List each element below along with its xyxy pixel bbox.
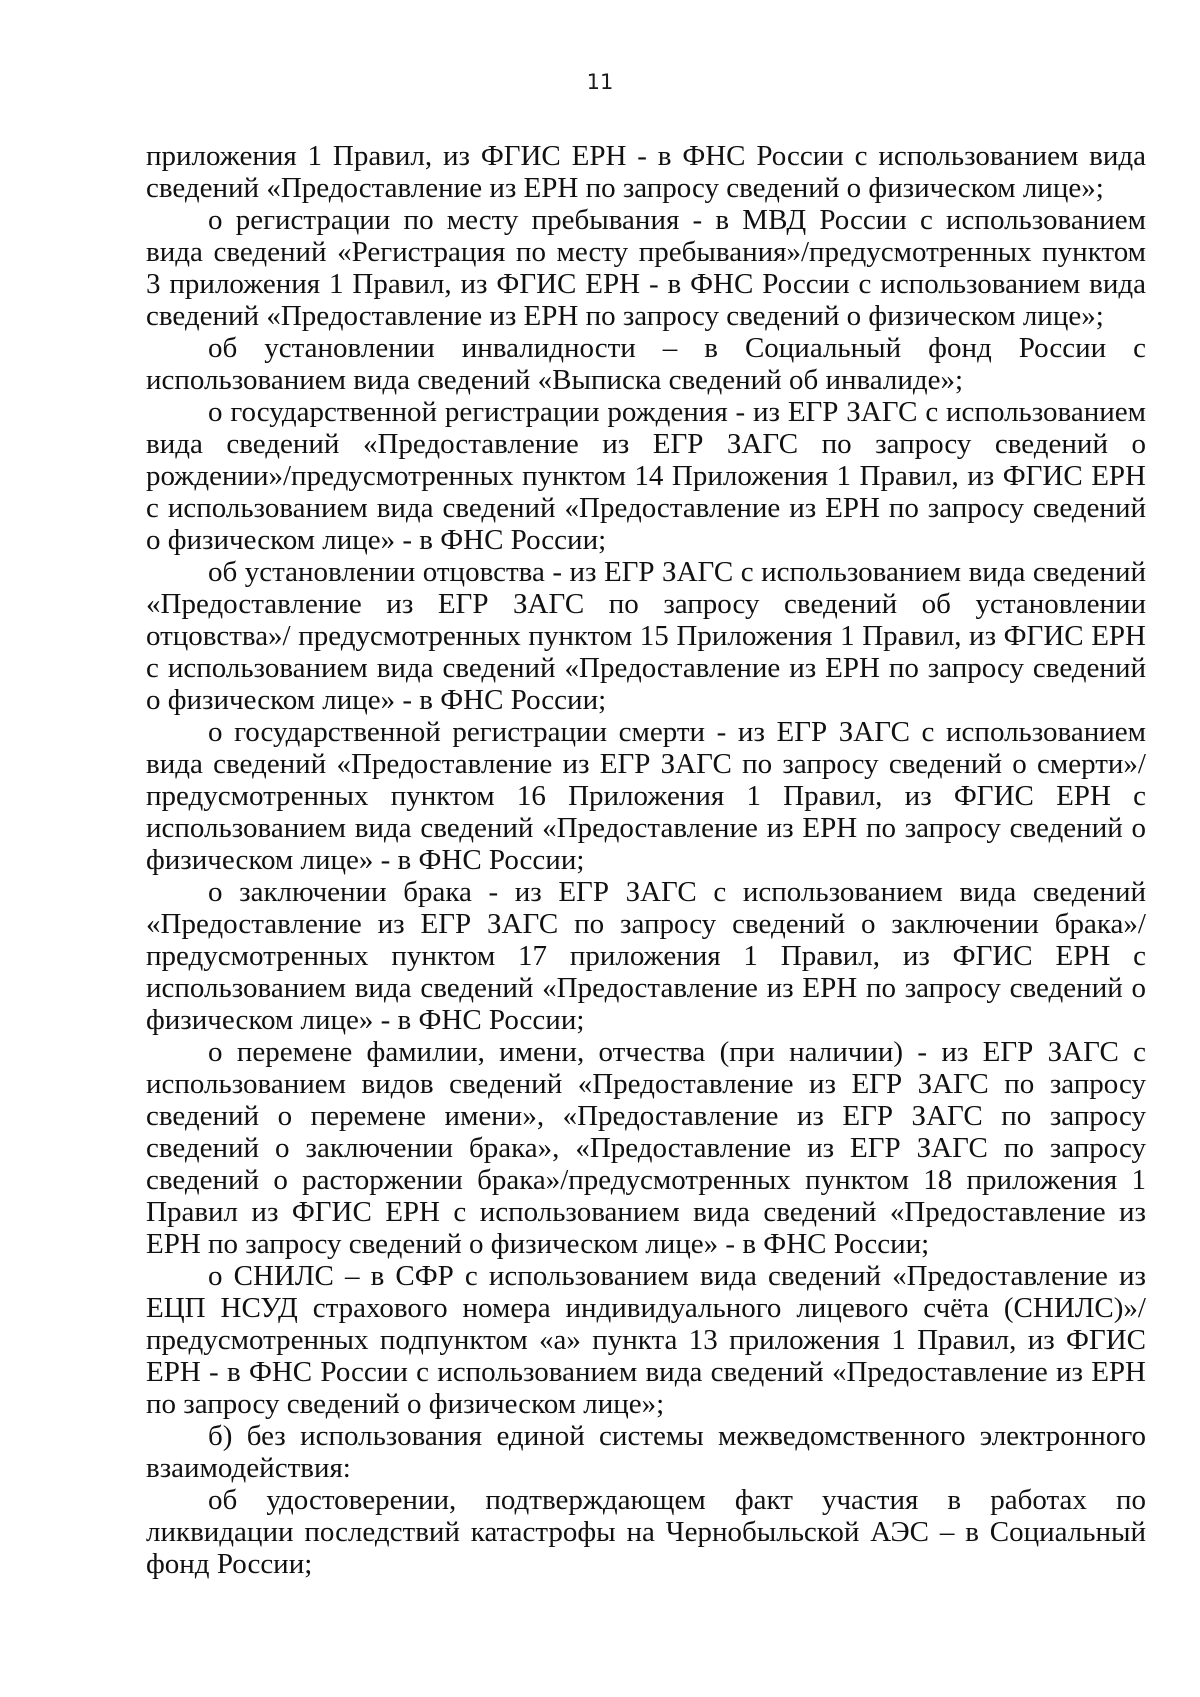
paragraph-4: о государственной регистрации рождения - из ЕГР ЗАГС с использованием вида сведений «Предоставление из ЕГР ЗАГС по запросу сведений о рождении»/предусмотренных пунктом 14 Приложения 1 Правил, из ФГИС ЕРН с использованием вида сведений «Предоставление из ЕРН по запросу сведений о физическом лице» - в ФНС России; (146, 396, 1146, 556)
paragraph-6: о государственной регистрации смерти - из ЕГР ЗАГС с использованием вида сведений «Предоставление из ЕГР ЗАГС по запросу сведений о смерти»/ предусмотренных пунктом 16 Приложения 1 Правил, из ФГИС ЕРН с использованием вида сведений «Предоставление из ЕРН по запросу сведений о физическом лице» - в ФНС России; (146, 716, 1146, 876)
paragraph-8: о перемене фамилии, имени, отчества (при наличии) - из ЕГР ЗАГС с использованием видов сведений «Предоставление из ЕГР ЗАГС по запросу сведений о перемене имени», «Предоставление из ЕГР ЗАГС по запросу сведений о заключении брака», «Предоставление из ЕГР ЗАГС по запросу сведений о расторжении брака»/предусмотренных пунктом 18 приложения 1 Правил из ФГИС ЕРН с использованием вида сведений «Предоставление из ЕРН по запросу сведений о физическом лице» - в ФНС России; (146, 1036, 1146, 1260)
paragraph-7: о заключении брака - из ЕГР ЗАГС с использованием вида сведений «Предоставление из ЕГР ЗАГС по запросу сведений о заключении брака»/ предусмотренных пунктом 17 приложения 1 Правил, из ФГИС ЕРН с использованием вида сведений «Предоставление из ЕРН по запросу сведений о физическом лице» - в ФНС России; (146, 876, 1146, 1036)
document-body (146, 140, 1146, 1580)
page-number: 11 (586, 70, 614, 94)
paragraph-2: о регистрации по месту пребывания - в МВД России с использованием вида сведений «Регистрация по месту пребывания»/предусмотренных пунктом 3 приложения 1 Правил, из ФГИС ЕРН - в ФНС России с использованием вида сведений «Предоставление из ЕРН по запросу сведений о физическом лице»; (146, 204, 1146, 332)
paragraph-1: приложения 1 Правил, из ФГИС ЕРН - в ФНС России с использованием вида сведений «Предоставление из ЕРН по запросу сведений о физическом лице»; (146, 140, 1146, 204)
paragraph-5: об установлении отцовства - из ЕГР ЗАГС с использованием вида сведений «Предоставление из ЕГР ЗАГС по запросу сведений об установлении отцовства»/ предусмотренных пунктом 15 Приложения 1 Правил, из ФГИС ЕРН с использованием вида сведений «Предоставление из ЕРН по запросу сведений о физическом лице» - в ФНС России; (146, 556, 1146, 716)
paragraph-3: об установлении инвалидности – в Социальный фонд России с использованием вида сведений «Выписка сведений об инвалиде»; (146, 332, 1146, 396)
paragraph-11: об удостоверении, подтверждающем факт участия в работах по ликвидации последствий катастрофы на Чернобыльской АЭС – в Социальный фонд России; (146, 1484, 1146, 1580)
paragraph-10: б) без использования единой системы межведомственного электронного взаимодействия: (146, 1420, 1146, 1484)
paragraph-9: о СНИЛС – в СФР с использованием вида сведений «Предоставление из ЕЦП НСУД страхового номера индивидуального лицевого счёта (СНИЛС)»/ предусмотренных подпунктом «а» пункта 13 приложения 1 Правил, из ФГИС ЕРН - в ФНС России с использованием вида сведений «Предоставление из ЕРН по запросу сведений о физическом лице»; (146, 1260, 1146, 1420)
